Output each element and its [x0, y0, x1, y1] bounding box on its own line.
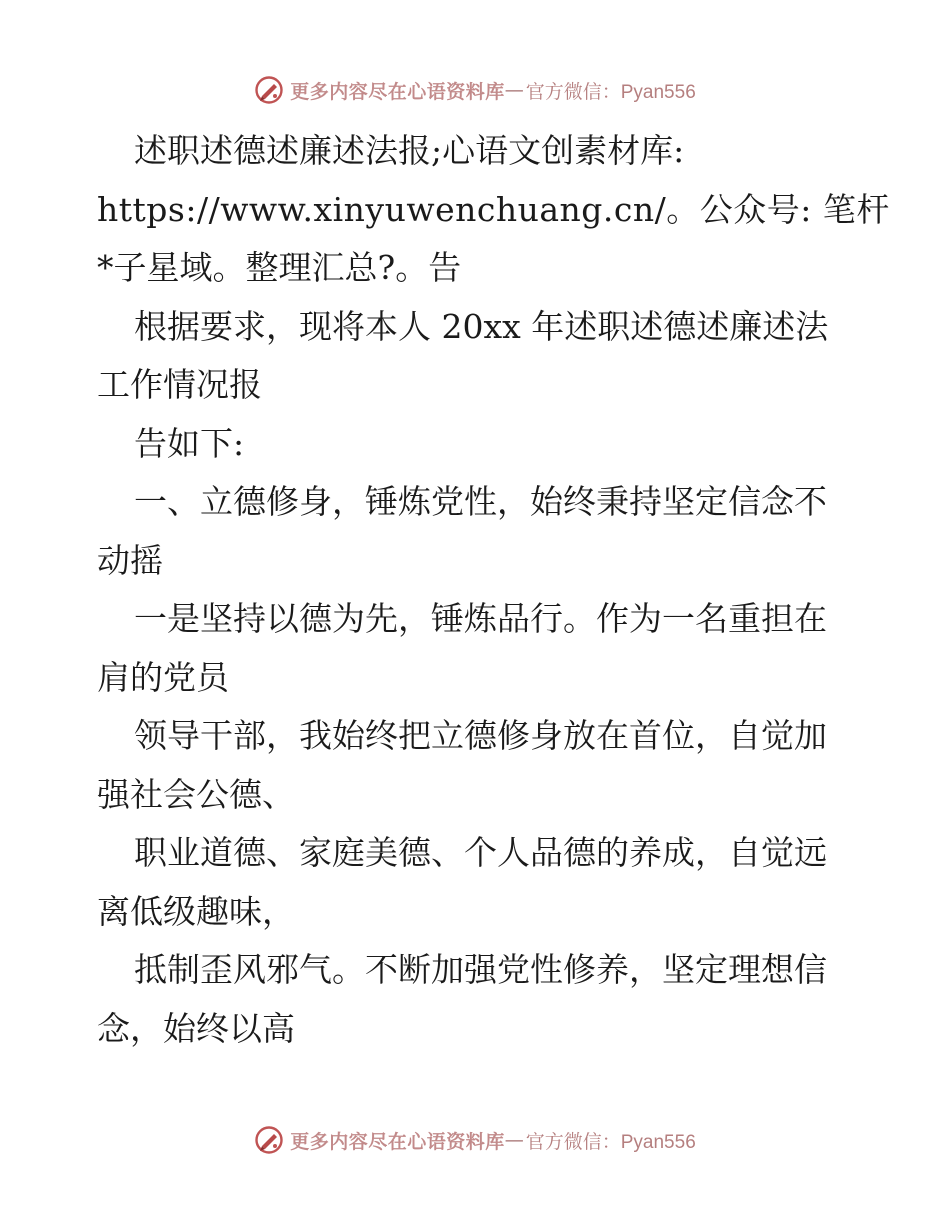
document-body [97, 122, 890, 1058]
text-line: 念，始终以高 [97, 1008, 295, 1048]
text-line: 一、立德修身，锤炼党性，始终秉持坚定信念不 [134, 482, 827, 521]
text-line: https://www.xinyuwenchuang.cn/。公众号: 笔杆 [97, 189, 890, 229]
text-line: 动摇 [97, 540, 163, 580]
footer-banner-text: 更多内容尽在心语资料库 [290, 1130, 505, 1153]
text-line: 肩的党员 [97, 657, 229, 697]
text-line: 述职述德述廉述法报;心语文创素材库: [134, 131, 685, 170]
text-line: 职业道德、家庭美德、个人品德的养成，自觉远 [134, 833, 827, 872]
text-line: 离低级趣味， [97, 891, 295, 931]
text-line: 抵制歪风邪气。不断加强党性修养，坚定理想信 [134, 950, 827, 989]
header-banner [0, 70, 950, 110]
text-line: 一是坚持以德为先，锤炼品行。作为一名重担在 [134, 599, 827, 638]
text-line: 工作情况报 [97, 365, 262, 404]
footer-banner [0, 1120, 950, 1160]
footer-banner-separator: — [504, 1129, 524, 1151]
footer-wechat-text: 官方微信：Pyan556 [525, 1131, 696, 1153]
text-line: 强社会公德、 [97, 774, 295, 814]
text-line: 告如下: [134, 423, 245, 463]
text-line: 根据要求，现将本人 20xx 年述职述德述廉述法 [134, 306, 829, 346]
text-line: 领导干部，我始终把立德修身放在首位，自觉加 [134, 716, 827, 755]
text-line: *子星域。整理汇总?。告 [97, 248, 462, 287]
header-banner-separator: — [504, 79, 524, 101]
pen-logo-icon [254, 1125, 284, 1155]
pen-logo-icon [254, 75, 284, 105]
header-wechat-text: 官方微信：Pyan556 [525, 81, 696, 103]
header-banner-text: 更多内容尽在心语资料库 [290, 80, 505, 103]
